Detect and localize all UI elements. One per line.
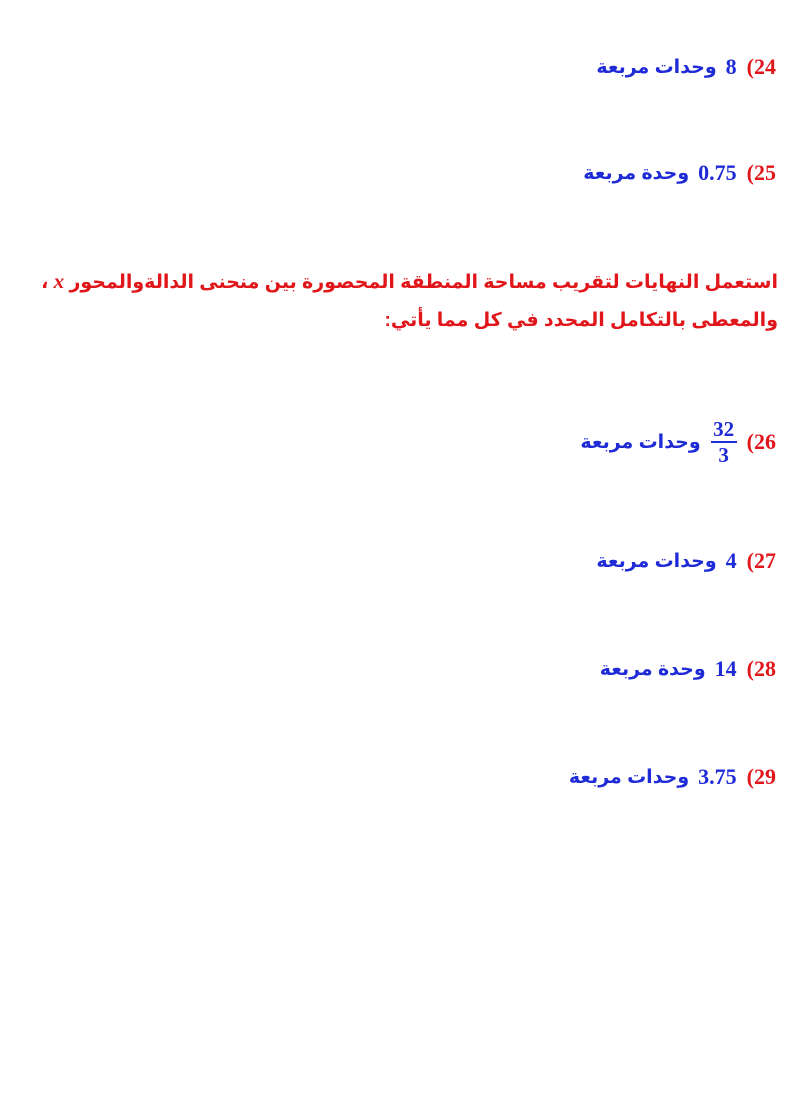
- question-number: (29: [746, 764, 776, 789]
- fraction-numerator: 32: [713, 417, 735, 441]
- answer-unit: وحدات مربعة: [568, 766, 690, 788]
- fraction-denominator: 3: [718, 443, 729, 467]
- answer-value: 8: [725, 54, 737, 79]
- question-number: (27: [746, 548, 776, 573]
- instruction-part2: ، والمعطى بالتكامل المحدد في كل مما يأتي:: [41, 272, 778, 331]
- question-number: (25: [746, 160, 776, 185]
- question-number: (26: [746, 429, 776, 454]
- answer-29: [569, 764, 776, 790]
- answer-27: [596, 548, 776, 574]
- answer-unit: وحدة مربعة: [583, 162, 690, 184]
- answer-value: 3.75: [698, 764, 737, 789]
- answer-unit: وحدة مربعة: [599, 658, 706, 680]
- answer-value: 0.75: [698, 160, 737, 185]
- instruction-variable: x: [53, 269, 65, 293]
- answer-fraction: [711, 418, 737, 466]
- answer-unit: وحدات مربعة: [580, 431, 701, 453]
- answer-24: [596, 54, 776, 80]
- question-number: (24: [746, 54, 776, 79]
- answer-26: [580, 418, 776, 466]
- answer-unit: وحدات مربعة: [596, 550, 717, 572]
- answer-28: [600, 656, 776, 682]
- answer-25: [583, 160, 776, 186]
- answer-value: 4: [725, 548, 737, 573]
- answer-unit: وحدات مربعة: [596, 56, 717, 78]
- instruction-text: [22, 262, 778, 340]
- instruction-part1: استعمل النهايات لتقريب مساحة المنطقة المحصورة بين منحنى الدالةوالمحور: [69, 272, 778, 293]
- question-number: (28: [746, 656, 776, 681]
- answer-value: 14: [714, 656, 737, 681]
